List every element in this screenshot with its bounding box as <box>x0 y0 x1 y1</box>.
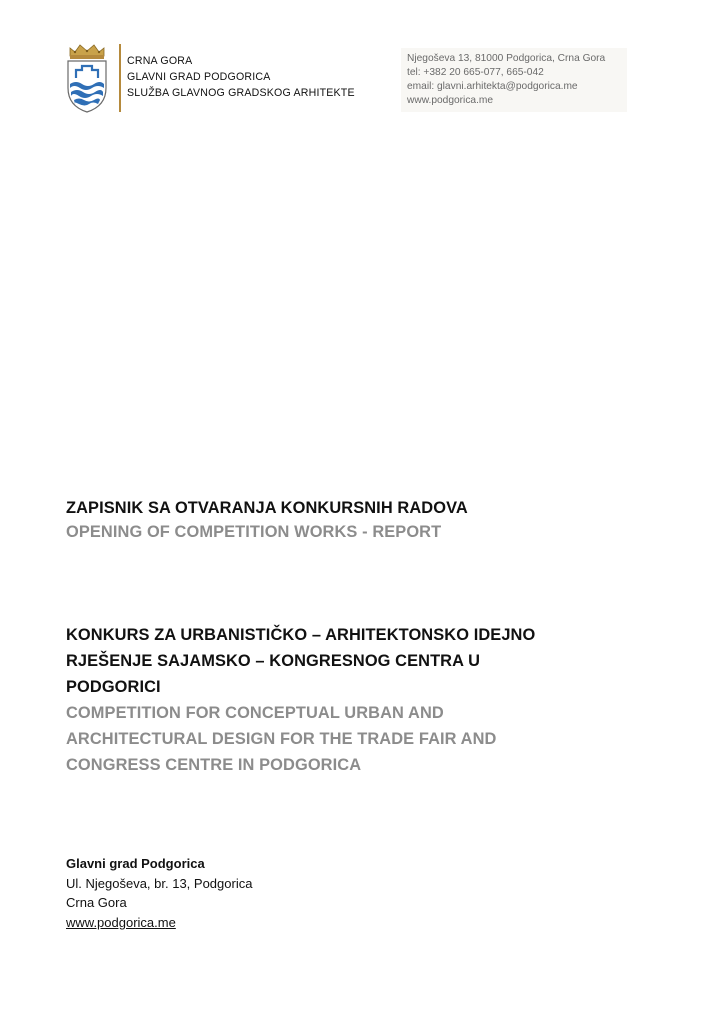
header-divider <box>119 44 121 112</box>
organization-name <box>127 53 355 101</box>
competition-title-local-line: PODGORICI <box>66 678 161 696</box>
report-title-local: ZAPISNIK SA OTVARANJA KONKURSNIH RADOVA <box>66 499 468 517</box>
contact-info <box>401 48 627 112</box>
competition-title-english-line: CONGRESS CENTRE IN PODGORICA <box>66 756 362 774</box>
competition-title-english-line: ARCHITECTURAL DESIGN FOR THE TRADE FAIR AND <box>66 730 497 748</box>
contact-address: Njegoševa 13, 81000 Podgorica, Crna Gora <box>407 53 606 64</box>
podgorica-coat-of-arms-icon <box>64 42 110 114</box>
org-line-city: GLAVNI GRAD PODGORICA <box>127 71 271 83</box>
competition-title-local-line: RJEŠENJE SAJAMSKO – KONGRESNOG CENTRA U <box>66 652 481 670</box>
report-title-english: OPENING OF COMPETITION WORKS - REPORT <box>66 523 442 541</box>
org-line-country: CRNA GORA <box>127 55 193 67</box>
issuer-name: Glavni grad Podgorica <box>66 856 205 871</box>
report-title <box>66 496 666 544</box>
contact-phone: tel: +382 20 665-077, 665-042 <box>407 67 544 78</box>
issuer-country: Crna Gora <box>66 895 127 910</box>
org-line-service: SLUŽBA GLAVNOG GRADSKOG ARHITEKTE <box>127 87 355 99</box>
competition-title-local-line: KONKURS ZA URBANISTIČKO – ARHITEKTONSKO IDEJNO <box>66 626 536 644</box>
contact-email: email: glavni.arhitekta@podgorica.me <box>407 81 578 92</box>
contact-website: www.podgorica.me <box>407 95 494 106</box>
issuer-street: Ul. Njegoševa, br. 13, Podgorica <box>66 875 253 891</box>
competition-title-english-line: COMPETITION FOR CONCEPTUAL URBAN AND <box>66 704 444 722</box>
issuer-address <box>66 854 252 932</box>
letterhead <box>64 40 628 116</box>
issuer-website-link[interactable]: www.podgorica.me <box>66 914 176 930</box>
competition-title <box>66 622 666 778</box>
